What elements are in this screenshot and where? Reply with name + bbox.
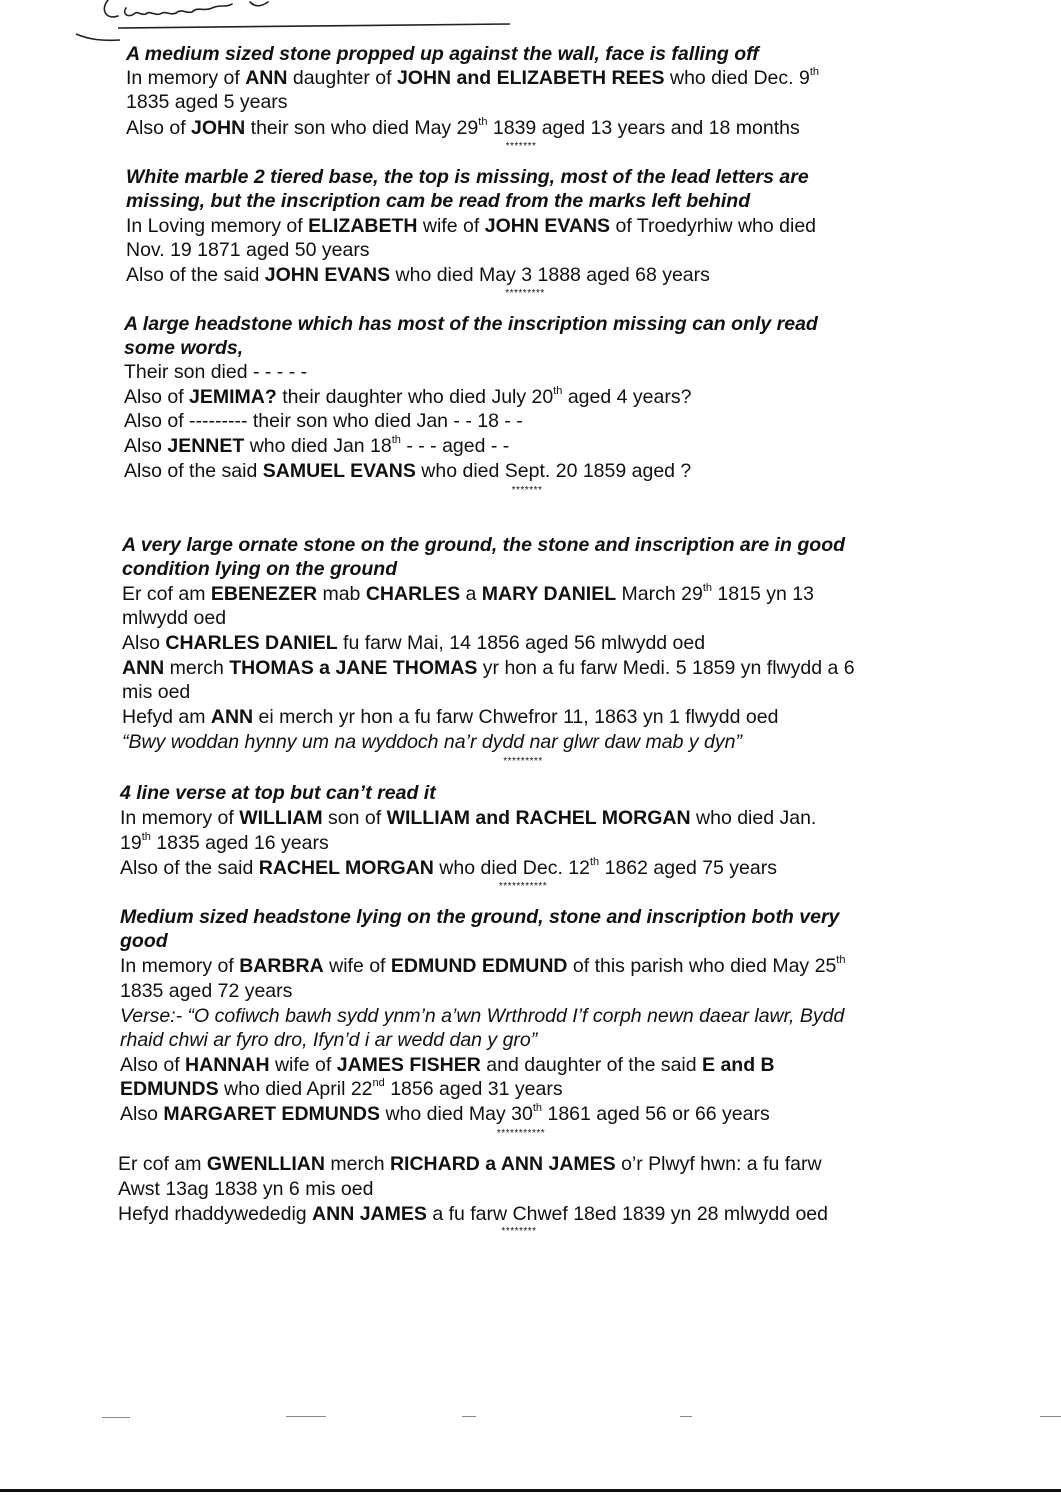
text-run: Also of — [126, 117, 192, 139]
person-name: RICHARD a ANN JAMES — [389, 1153, 616, 1175]
inscription-line — [126, 116, 800, 140]
person-name: ANN — [245, 67, 288, 89]
text-run: mis oed — [122, 681, 191, 703]
stone-description — [124, 312, 818, 336]
verse-line — [122, 730, 742, 754]
inscription-line — [124, 409, 523, 433]
page-mark — [102, 1417, 130, 1418]
inscription-line — [122, 680, 190, 704]
stone-description — [120, 929, 168, 953]
text-run: 1839 aged 13 years and 18 months — [487, 117, 800, 139]
text-run: Their son died - - - - - — [124, 361, 308, 383]
text-run: some words, — [124, 337, 244, 359]
text-run: Also — [120, 1103, 164, 1125]
text-run: of this parish who died May 25 — [567, 955, 837, 977]
text-run: who died Jan 18 — [244, 435, 392, 457]
text-run: condition lying on the ground — [122, 558, 398, 580]
text-run: 1856 aged 31 years — [384, 1078, 563, 1100]
stone-description — [126, 42, 759, 66]
text-run: o’r Plwyf hwn: a fu farw — [615, 1153, 822, 1175]
ordinal-suffix: th — [141, 830, 151, 843]
page-mark — [286, 1416, 326, 1417]
text-run: merch — [324, 1153, 390, 1175]
text-run: Also of the said — [120, 857, 259, 879]
text-run: In memory of — [126, 67, 246, 89]
person-name: EDMUNDS — [120, 1078, 219, 1100]
text-run: ei merch yr hon a fu farw Chwefror 11, 1863 yn 1 flwydd oed — [253, 706, 779, 728]
entry-separator: *********** — [496, 1128, 546, 1139]
text-run: Also — [122, 632, 166, 654]
text-run: aged 4 years? — [562, 386, 692, 408]
text-run: Er cof am — [118, 1153, 207, 1175]
text-run: who died Sept. 20 1859 aged ? — [415, 460, 692, 482]
text-run: Also of — [124, 386, 190, 408]
text-run: merch — [164, 657, 230, 679]
text-run: Medium sized headstone lying on the ground, stone and inscription both very — [120, 906, 840, 928]
stone-description — [120, 905, 839, 929]
stone-description — [122, 557, 397, 581]
person-name: EDMUND EDMUND — [390, 955, 568, 977]
text-run: March 29 — [616, 583, 703, 605]
inscription-line — [126, 90, 288, 114]
inscription-line — [126, 263, 710, 287]
stone-description — [120, 781, 436, 805]
person-name: JOHN EVANS — [484, 215, 611, 237]
person-name: JEMIMA? — [189, 386, 277, 408]
text-run: Also of --------- their son who died Jan - - 18 - - — [124, 410, 523, 432]
text-run: In memory of — [120, 807, 240, 829]
text-run: wife of — [323, 955, 391, 977]
stone-description — [126, 165, 809, 189]
verse-line — [120, 1004, 844, 1028]
page-mark — [1040, 1416, 1061, 1417]
inscription-line — [124, 360, 307, 384]
text-run: In memory of — [120, 955, 240, 977]
person-name: ANN — [122, 657, 165, 679]
text-run: rhaid chwi ar fyro dro, Ifyn’d i ar wedd dan y gro” — [120, 1029, 538, 1051]
inscription-line — [120, 856, 777, 880]
entry-separator: *********** — [498, 881, 548, 892]
text-run: good — [120, 930, 168, 952]
text-run: wife of — [269, 1054, 337, 1076]
page-mark — [462, 1416, 476, 1417]
inscription-line — [122, 656, 855, 680]
inscription-line — [122, 705, 778, 729]
text-run: 1835 aged 16 years — [150, 832, 329, 854]
inscription-line — [118, 1152, 822, 1176]
ordinal-suffix: nd — [372, 1076, 385, 1089]
person-name: MARGARET EDMUNDS — [163, 1103, 381, 1125]
inscription-line — [124, 385, 691, 409]
entry-separator: ********* — [503, 756, 543, 767]
text-run: fu farw Mai, 14 1856 aged 56 mlwydd oed — [337, 632, 706, 654]
text-run: Verse:- “O cofiwch bawh sydd ynm’n a’wn Wrthrodd I’f corph newn daear lawr, Bydd — [120, 1005, 845, 1027]
inscription-line — [122, 582, 814, 606]
page-mark — [680, 1416, 692, 1417]
inscription-line — [120, 1053, 775, 1077]
ordinal-suffix: th — [478, 115, 488, 128]
text-run: A medium sized stone propped up against the wall, face is falling off — [126, 43, 759, 65]
text-run: 1835 aged 72 years — [120, 980, 293, 1002]
person-name: JENNET — [167, 435, 245, 457]
person-name: MARY DANIEL — [481, 583, 617, 605]
text-run: missing, but the inscription cam be read from the marks left behind — [126, 190, 751, 212]
person-name: JOHN and ELIZABETH REES — [396, 67, 665, 89]
text-run: 1815 yn 13 — [712, 583, 814, 605]
text-run: who died Dec. 12 — [433, 857, 590, 879]
ordinal-suffix: th — [809, 65, 820, 78]
inscription-line — [120, 1102, 770, 1126]
text-run: - - - aged - - — [400, 435, 510, 457]
person-name: JOHN EVANS — [264, 264, 391, 286]
ordinal-suffix: th — [553, 384, 563, 397]
ordinal-suffix: th — [532, 1101, 543, 1114]
inscription-line — [126, 66, 819, 90]
text-run: A large headstone which has most of the inscription missing can only read — [124, 313, 818, 335]
entry-separator: ******* — [505, 141, 537, 152]
inscription-line — [120, 979, 292, 1003]
text-run: a fu farw Chwef 18ed 1839 yn 28 mlwydd oed — [426, 1203, 828, 1225]
text-run: who died May 30 — [380, 1103, 533, 1125]
stone-description — [122, 533, 845, 557]
entry-separator: ******** — [501, 1226, 537, 1237]
text-run: A very large ornate stone on the ground, the stone and inscription are in good — [122, 534, 846, 556]
text-run: 19 — [120, 832, 142, 854]
person-name: EBENEZER — [210, 583, 318, 605]
inscription-line — [122, 606, 226, 630]
text-run: Also — [124, 435, 168, 457]
text-run: son of — [322, 807, 387, 829]
stone-description — [126, 189, 750, 213]
text-run: who died April 22 — [218, 1078, 373, 1100]
text-run: daughter of — [287, 67, 397, 89]
text-run: Also of — [120, 1054, 186, 1076]
text-run: Nov. 19 1871 aged 50 years — [126, 239, 370, 261]
text-run: mlwydd oed — [122, 607, 227, 629]
inscription-line — [126, 238, 370, 262]
inscription-line — [118, 1177, 373, 1201]
person-name: WILLIAM and RACHEL MORGAN — [386, 807, 691, 829]
text-run: In Loving memory of — [126, 215, 309, 237]
text-run: 1835 aged 5 years — [126, 91, 288, 113]
text-run: their son who died May 29 — [245, 117, 479, 139]
person-name: ELIZABETH — [308, 215, 418, 237]
text-run: mab — [317, 583, 366, 605]
ordinal-suffix: th — [590, 855, 600, 868]
person-name: JOHN — [191, 117, 246, 139]
text-run: “Bwy woddan hynny um na wyddoch na’r dydd nar glwr daw mab y dyn” — [122, 731, 742, 753]
text-run: 1861 aged 56 or 66 years — [542, 1103, 770, 1125]
text-run: who died Jan. — [690, 807, 817, 829]
text-run: Hefyd am — [122, 706, 211, 728]
text-run: Also of the said — [124, 460, 263, 482]
person-name: CHARLES DANIEL — [165, 632, 338, 654]
text-run: and daughter of the said — [480, 1054, 703, 1076]
person-name: ANN JAMES — [312, 1203, 427, 1225]
text-run: Er cof am — [122, 583, 211, 605]
person-name: WILLIAM — [239, 807, 323, 829]
entry-separator: ********* — [505, 288, 545, 299]
ordinal-suffix: th — [836, 953, 846, 966]
person-name: RACHEL MORGAN — [258, 857, 434, 879]
person-name: BARBRA — [239, 955, 324, 977]
page-bottom-edge — [0, 1489, 1061, 1492]
ordinal-suffix: th — [391, 433, 401, 446]
inscription-line — [120, 806, 816, 830]
stone-description — [124, 336, 243, 360]
text-run: Awst 13ag 1838 yn 6 mis oed — [118, 1178, 374, 1200]
person-name: SAMUEL EVANS — [262, 460, 416, 482]
text-run: a — [460, 583, 482, 605]
text-run: 4 line verse at top but can’t read it — [120, 782, 436, 804]
text-run: who died May 3 1888 aged 68 years — [390, 264, 710, 286]
text-run: who died Dec. 9 — [664, 67, 810, 89]
inscription-line — [124, 434, 509, 458]
text-run: their daughter who died July 20 — [276, 386, 554, 408]
person-name: E and B — [702, 1054, 775, 1076]
person-name: HANNAH — [185, 1054, 270, 1076]
person-name: GWENLLIAN — [206, 1153, 325, 1175]
entry-separator: ******* — [511, 485, 543, 496]
person-name: CHARLES — [365, 583, 461, 605]
person-name: THOMAS a JANE THOMAS — [229, 657, 478, 679]
text-run: Also of the said — [126, 264, 265, 286]
text-run: White marble 2 tiered base, the top is missing, most of the lead letters are — [126, 166, 809, 188]
inscription-line — [126, 214, 816, 238]
verse-line — [120, 1028, 537, 1052]
ordinal-suffix: th — [702, 581, 713, 594]
inscription-line — [118, 1202, 828, 1226]
text-run: Hefyd rhaddywededig — [118, 1203, 313, 1225]
inscription-line — [120, 831, 329, 855]
text-run: wife of — [417, 215, 485, 237]
inscription-line — [122, 631, 705, 655]
text-run: yr hon a fu farw Medi. 5 1859 yn flwydd a 6 — [477, 657, 855, 679]
text-run: of Troedyrhiw who died — [610, 215, 817, 237]
inscription-line — [124, 459, 691, 483]
inscription-line — [120, 1077, 563, 1101]
person-name: JAMES FISHER — [336, 1054, 481, 1076]
person-name: ANN — [210, 706, 254, 728]
text-run: 1862 aged 75 years — [599, 857, 777, 879]
inscription-line — [120, 954, 845, 978]
